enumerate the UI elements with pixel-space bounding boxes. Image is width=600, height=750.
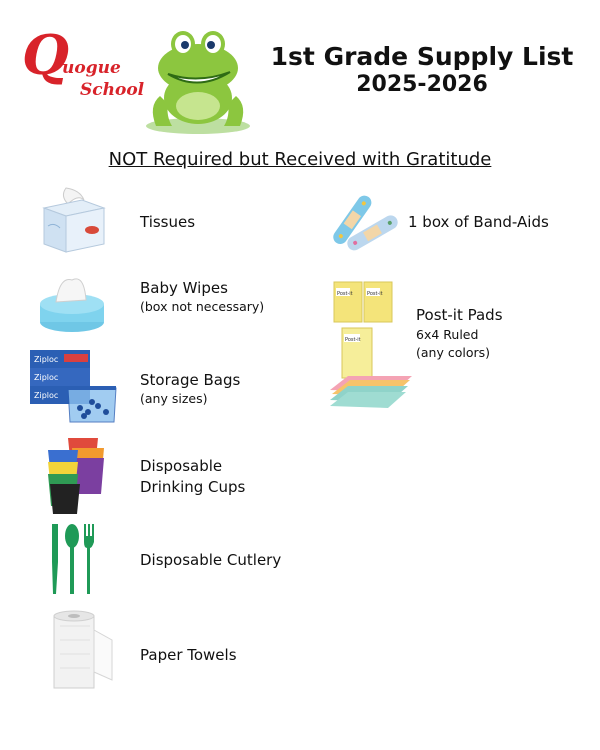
item-band-aids: 1 box of Band-Aids	[408, 213, 549, 231]
storage-bags-icon	[28, 348, 120, 428]
item-cutlery: Disposable Cutlery	[140, 551, 282, 569]
logo-text-school: School	[80, 80, 145, 100]
post-it-icon	[328, 280, 414, 414]
item-storage-bags-note: (any sizes)	[140, 391, 208, 406]
section-heading: NOT Required but Received with Gratitude	[108, 149, 492, 170]
svg-text:Post-it: Post-it	[337, 291, 353, 297]
item-tissues: Tissues	[140, 213, 196, 231]
item-baby-wipes: Baby Wipes	[140, 279, 228, 297]
item-post-it-size: 6x4 Ruled	[416, 327, 479, 342]
tissue-box-icon	[38, 186, 108, 260]
item-paper-towels: Paper Towels	[140, 646, 237, 664]
svg-text:Ziploc: Ziploc	[34, 373, 59, 382]
item-post-it-colors: (any colors)	[416, 345, 490, 360]
item-cups-line1: Disposable	[140, 457, 223, 475]
logo-text-quogue: uogue	[62, 58, 121, 78]
baby-wipes-icon	[36, 272, 106, 342]
item-cups-line2: Drinking Cups	[140, 478, 246, 496]
item-baby-wipes-note: (box not necessary)	[140, 299, 265, 314]
cups-icon	[46, 436, 106, 520]
cutlery-icon	[48, 522, 100, 600]
svg-text:Post-it: Post-it	[345, 337, 361, 343]
item-storage-bags: Storage Bags	[140, 371, 241, 389]
svg-text:Ziploc: Ziploc	[34, 355, 59, 364]
band-aids-icon	[322, 188, 398, 258]
paper-towel-icon	[50, 610, 116, 696]
svg-text:Post-it: Post-it	[367, 291, 383, 297]
svg-text:Ziploc: Ziploc	[34, 391, 59, 400]
logo-letter: Q	[22, 23, 70, 87]
page-title: 1st Grade Supply List	[270, 42, 574, 71]
school-year: 2025-2026	[356, 72, 488, 97]
school-logo	[22, 23, 152, 108]
frog-mascot-icon	[138, 26, 258, 140]
item-post-it: Post-it Pads	[416, 306, 503, 324]
